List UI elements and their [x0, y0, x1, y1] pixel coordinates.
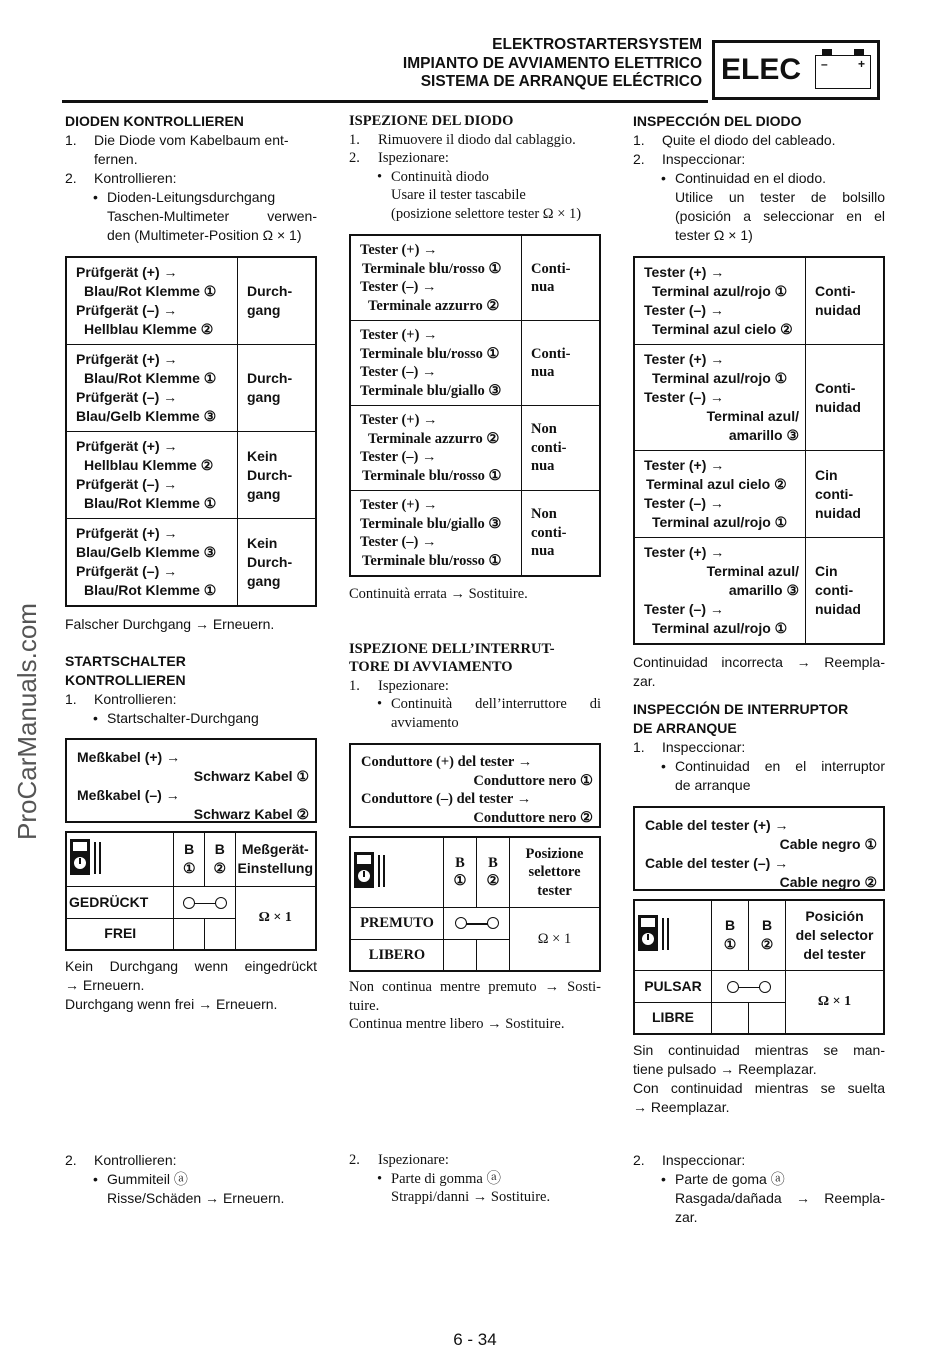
multimeter-icon [637, 914, 671, 952]
de-step1: Die Diode vom Kabelbaum ent- [94, 132, 289, 148]
column-italian: ISPEZIONE DEL DIODO 1. Rimuovere il diodo dal cablaggio. 2. Ispezionare: • Continuità diodo Usare il tester tascabile (posizione selettore tester Ω × 1) Tester (+) → Terminale blu/rosso ① Tester (–) → Terminale azzurro ② Conti- nua Tester (+) → Terminale blu/rosso ① Tester (–) → Terminale blu/giallo ③ Conti- nua Tester (+) → Terminale azzurro ② Tester (–) → Terminale blu/rosso ① Non conti- nua Tester (+) → Terminale blu/giallo ③ Tester (–) → Terminale blu/rosso ① Non conti- nua Continuità errata → Sostituire. ISPEZIONE DELL’INTERRUT- TORE DI AVVIAMENTO 1. Ispezionare: • Continuità dell’interruttore di avviamento Conduttore (+) del tester → Conduttore nero ① Conduttore (–) del tester → Conduttore nero ② B ① B ② Posizione selettore tester PREMUTO Ω × 1 LIBERO Non continua mentre premuto → Sosti- tuire. Continua mentre libero → Sostituire. [349, 113, 601, 1032]
table-row: Tester (+) → Terminal azul/rojo ① Tester (–) → Terminal azul cielo ② Conti- nuidad [634, 257, 884, 345]
page-number: 6 - 34 [453, 1330, 497, 1349]
de-diode-table [65, 256, 317, 607]
header-rule [62, 100, 708, 103]
de-lead-box: Meßkabel (+) → Schwarz Kabel ① Meßkabel (–) → Schwarz Kabel ② [65, 738, 317, 823]
it-switch-heading: ISPEZIONE DELL’INTERRUT- [349, 640, 555, 657]
table-row: Tester (+) → Terminale blu/rosso ① Tester (–) → Terminale azzurro ② Conti- nua [350, 235, 600, 321]
continuity-symbol [455, 917, 499, 929]
table-row: Prüfgerät (+) → Hellblau Klemme ② Prüfgerät (–) → Blau/Rot Klemme ① Kein Durch- gang [66, 432, 316, 519]
table-row: Prüfgerät (+) → Blau/Rot Klemme ① Prüfgerät (–) → Blau/Gelb Klemme ③ Durch- gang [66, 345, 316, 432]
it-step2-rubber: 2. Ispezionare: • Parte di gomma ⓐ Strappi/danni → Sostituire. [349, 1152, 551, 1205]
es-switch-heading: INSPECCIÓN DE INTERRUPTOR [633, 701, 849, 717]
de-switch-table: B ① B ② Meßgerät- Einstellung GEDRÜCKT Ω × 1 FREI [65, 831, 317, 951]
it-diode-table [349, 234, 601, 577]
table-row: LIBERO [350, 939, 600, 971]
de-wrong-continuity: Falscher Durchgang → Erneuern. [65, 616, 275, 632]
table-row: Tester (+) → Terminal azul cielo ② Tester (–) → Terminal azul/rojo ① Cin conti- nuidad [634, 451, 884, 538]
es-diode-table [633, 256, 885, 645]
table-row: Tester (+) → Terminale azzurro ② Tester (–) → Terminale blu/rosso ① Non conti- nua [350, 406, 600, 491]
table-row: Tester (+) → Terminale blu/rosso ① Tester (–) → Terminale blu/giallo ③ Conti- nua [350, 321, 600, 406]
multimeter-icon [353, 851, 387, 889]
es-step2-rubber: 2. Inspeccionar: • Parte de goma ⓐ Rasgada/dañada → Reempla- zar. [633, 1152, 885, 1225]
side-watermark: ProCarManuals.com [12, 603, 42, 840]
de-step2: Kontrollieren: [94, 170, 177, 186]
table-row: PREMUTO Ω × 1 [350, 907, 600, 939]
table-row: FREI [66, 918, 316, 950]
table-row: Tester (+) → Terminal azul/ amarillo ③ Tester (–) → Terminal azul/rojo ① Cin conti- nuidad [634, 538, 884, 645]
header-title-de: ELEKTROSTARTERSYSTEM [492, 36, 702, 53]
it-switch-table: B ① B ② Posizione selettore tester PREMUTO Ω × 1 LIBERO [349, 836, 601, 972]
multimeter-icon [69, 838, 103, 876]
column-german: DIODEN KONTROLLIEREN 1. Die Diode vom Kabelbaum ent- fernen. 2. Kontrollieren: • Dioden-Leitungsdurchgang Taschen-Multimeter verwen- den (Multimeter-Position Ω × 1) Prüfgerät (+) → Blau/Rot Klemme ① Prüfgerät (–) → Hellblau Klemme ② Durch- gang Prüfgerät (+) → Blau/Rot Klemme ① Prüfgerät (–) → Blau/Gelb Klemme ③ Durch- gang Prüfgerät (+) → Hellblau Klemme ② Prüfgerät (–) → Blau/Rot Klemme ① Kein Durch- gang Prüfgerät (+) → Blau/Gelb Klemme ③ Prüfgerät (–) → Blau/Rot Klemme ① Kein Durch- gang Falscher Durchgang → Erneuern. STARTSCHALTER KONTROLLIEREN 1. Kontrollieren: • Startschalter-Durchgang Meßkabel (+) → Schwarz Kabel ① Meßkabel (–) → Schwarz Kabel ② B ① B ② Meßgerät- Einstellung GEDRÜCKT Ω × 1 FREI Kein Durchgang wenn eingedrückt → Erneuern. Durchgang wenn frei → Erneuern. [65, 113, 317, 1012]
table-row: PULSAR Ω × 1 [634, 970, 884, 1002]
battery-icon: – + [815, 55, 871, 89]
table-row: Prüfgerät (+) → Blau/Gelb Klemme ③ Prüfgerät (–) → Blau/Rot Klemme ① Kein Durch- gang [66, 519, 316, 607]
es-diode-heading: INSPECCIÓN DEL DIODO [633, 113, 802, 129]
section-badge [712, 40, 880, 100]
continuity-symbol [727, 981, 771, 993]
it-lead-box: Conduttore (+) del tester → Conduttore nero ① Conduttore (–) del tester → Conduttore nero ② [349, 743, 601, 828]
header-title-it: IMPIANTO DE AVVIAMENTO ELETTRICO [402, 54, 702, 72]
table-row: LIBRE [634, 1002, 884, 1034]
continuity-symbol [183, 897, 227, 909]
it-diode-heading: ISPEZIONE DEL DIODO [349, 113, 514, 129]
de-switch-heading: STARTSCHALTER [65, 653, 186, 669]
column-spanish: INSPECCIÓN DEL DIODO 1. Quite el diodo del cableado. 2. Inspeccionar: • Continuidad en el diodo. Utilice un tester de bolsillo (posición a seleccionar en el tester Ω × 1) Tester (+) → Terminal azul/rojo ① Tester (–) → Terminal azul cielo ② Conti- nuidad Tester (+) → Terminal azul/rojo ① Tester (–) → Terminal azul/ amarillo ③ Conti- nuidad Tester (+) → Terminal azul cielo ② Tester (–) → Terminal azul/rojo ① Cin conti- nuidad Tester (+) → Terminal azul/ amarillo ③ Tester (–) → Terminal azul/rojo ① Cin conti- nuidad Continuidad incorrecta → Reempla- zar. INSPECCIÓN DE INTERRUPTOR DE ARRANQUE 1. Inspeccionar: • Continuidad en el interruptor de arranque Cable del tester (+) → Cable negro ① Cable del tester (–) → Cable negro ② B ① B ② Posición del selector del tester PULSAR Ω × 1 LIBRE Sin continuidad mientras se man- tiene pulsado → Reemplazar. Con continuidad mientras se suelta → Reemplazar. [633, 113, 885, 1115]
table-row: Tester (+) → Terminal azul/rojo ① Tester (–) → Terminal azul/ amarillo ③ Conti- nuidad [634, 345, 884, 451]
table-row: Prüfgerät (+) → Blau/Rot Klemme ① Prüfgerät (–) → Hellblau Klemme ② Durch- gang [66, 257, 316, 345]
page-header [300, 36, 702, 92]
es-lead-box: Cable del tester (+) → Cable negro ① Cable del tester (–) → Cable negro ② [633, 806, 885, 891]
de-step2-rubber: 2. Kontrollieren: • Gummiteil ⓐ Risse/Schäden → Erneuern. [65, 1152, 285, 1206]
header-title-es: SISTEMA DE ARRANQUE ELÉCTRICO [420, 73, 702, 90]
table-row: Tester (+) → Terminale blu/giallo ③ Tester (–) → Terminale blu/rosso ① Non conti- nua [350, 491, 600, 577]
table-row: GEDRÜCKT Ω × 1 [66, 886, 316, 918]
de-diode-heading: DIODEN KONTROLLIEREN [65, 113, 244, 129]
es-switch-table: B ① B ② Posición del selector del tester PULSAR Ω × 1 LIBRE [633, 899, 885, 1035]
section-badge-label: ELEC [721, 53, 802, 86]
